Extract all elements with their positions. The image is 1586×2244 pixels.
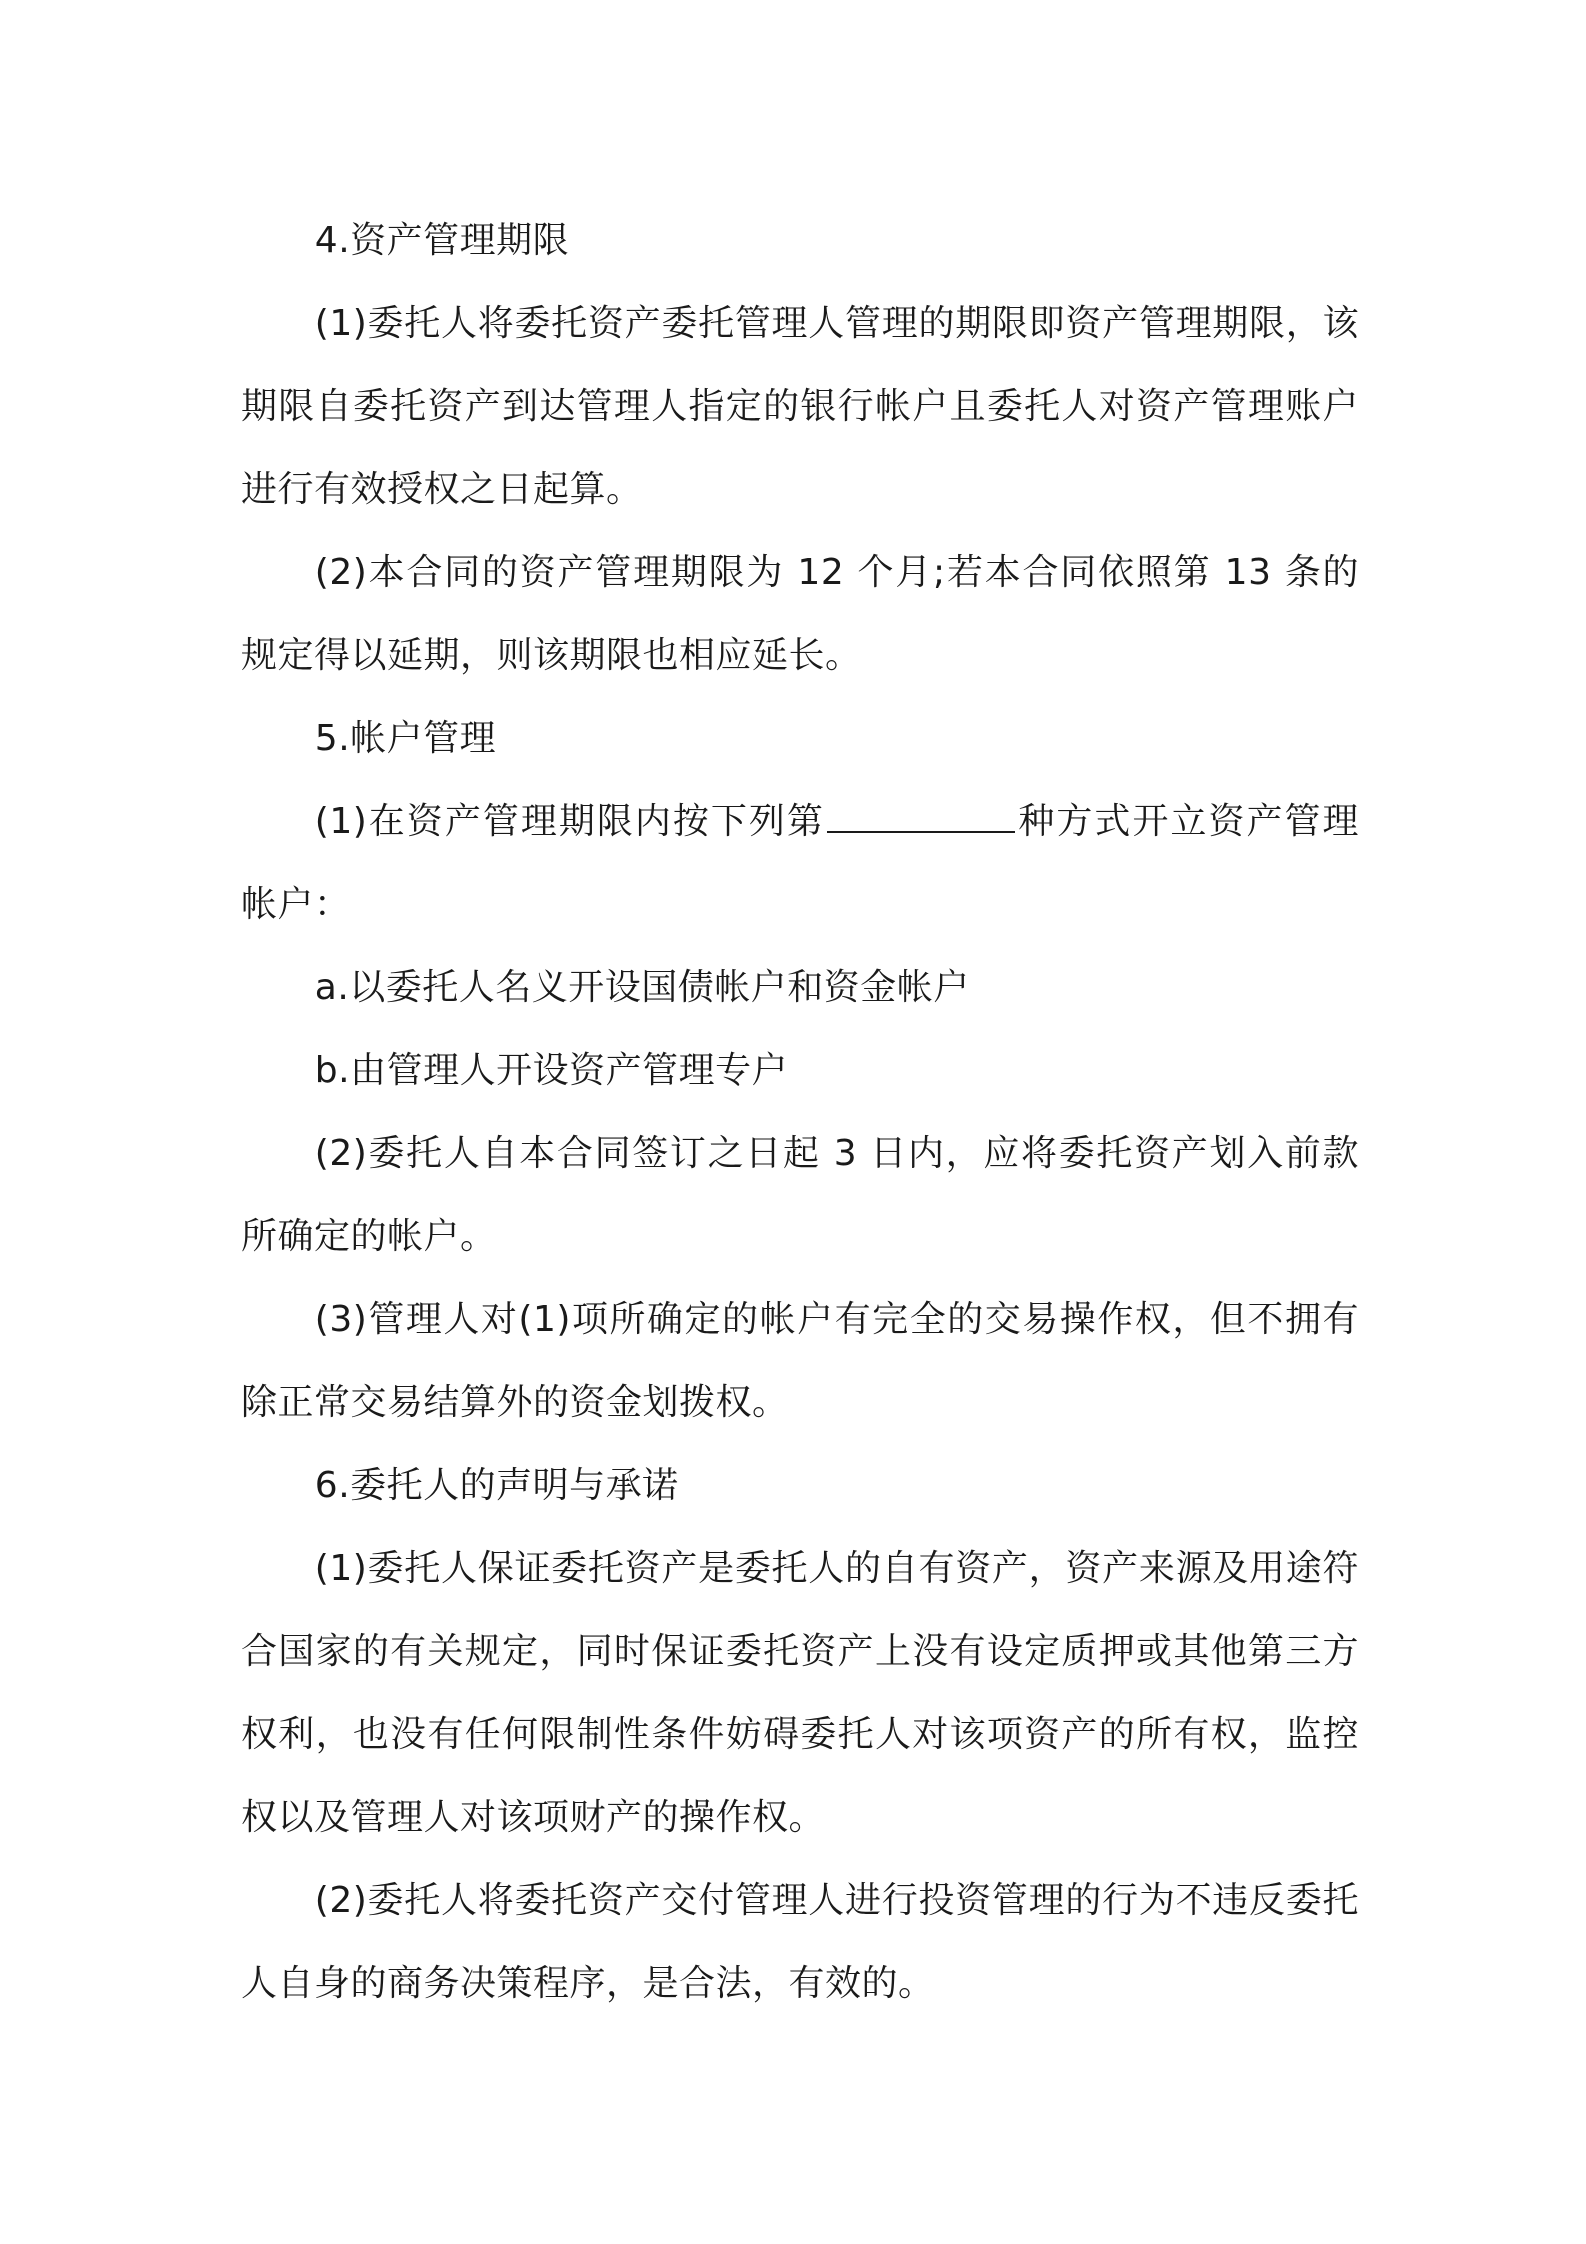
section-6-paragraph-2: (2)委托人将委托资产交付管理人进行投资管理的行为不违反委托人自身的商务决策程序，是合法，有效的。 [241, 1880, 1359, 2004]
section-4-paragraph-1: (1)委托人将委托资产委托管理人管理的期限即资产管理期限，该期限自委托资产到达管理人指定的银行帐户且委托人对资产管理账户进行有效授权之日起算。 [241, 303, 1359, 510]
section-5-heading: 5.帐户管理 [314, 718, 497, 759]
section-5-paragraph-1 [241, 780, 1359, 946]
section-5-paragraph-1-after: 种方式开立资产管理帐户： [241, 801, 1359, 925]
section-6-paragraph-1: (1)委托人保证委托资产是委托人的自有资产，资产来源及用途符合国家的有关规定，同时保证委托资产上没有设定质押或其他第三方权利，也没有任何限制性条件妨碍委托人对该项资产的所有权，监控权以及管理人对该项财产的操作权。 [241, 1548, 1359, 1838]
section-6-heading: 6.委托人的声明与承诺 [314, 1465, 679, 1506]
section-5-option-a: a.以委托人名义开设国债帐户和资金帐户 [314, 967, 970, 1008]
fill-in-blank [827, 801, 1015, 833]
section-5-paragraph-2: (2)委托人自本合同签订之日起 3 日内，应将委托资产划入前款所确定的帐户。 [241, 1133, 1359, 1257]
document-body [241, 199, 1359, 2025]
section-5-paragraph-3: (3)管理人对(1)项所确定的帐户有完全的交易操作权，但不拥有除正常交易结算外的资金划拨权。 [241, 1299, 1359, 1423]
section-4-paragraph-2: (2)本合同的资产管理期限为 12 个月;若本合同依照第 13 条的规定得以延期，则该期限也相应延长。 [241, 552, 1359, 676]
section-5-option-b: b.由管理人开设资产管理专户 [314, 1050, 789, 1091]
section-4-heading: 4.资产管理期限 [314, 220, 570, 261]
section-5-paragraph-1-before: (1)在资产管理期限内按下列第 [314, 801, 825, 842]
